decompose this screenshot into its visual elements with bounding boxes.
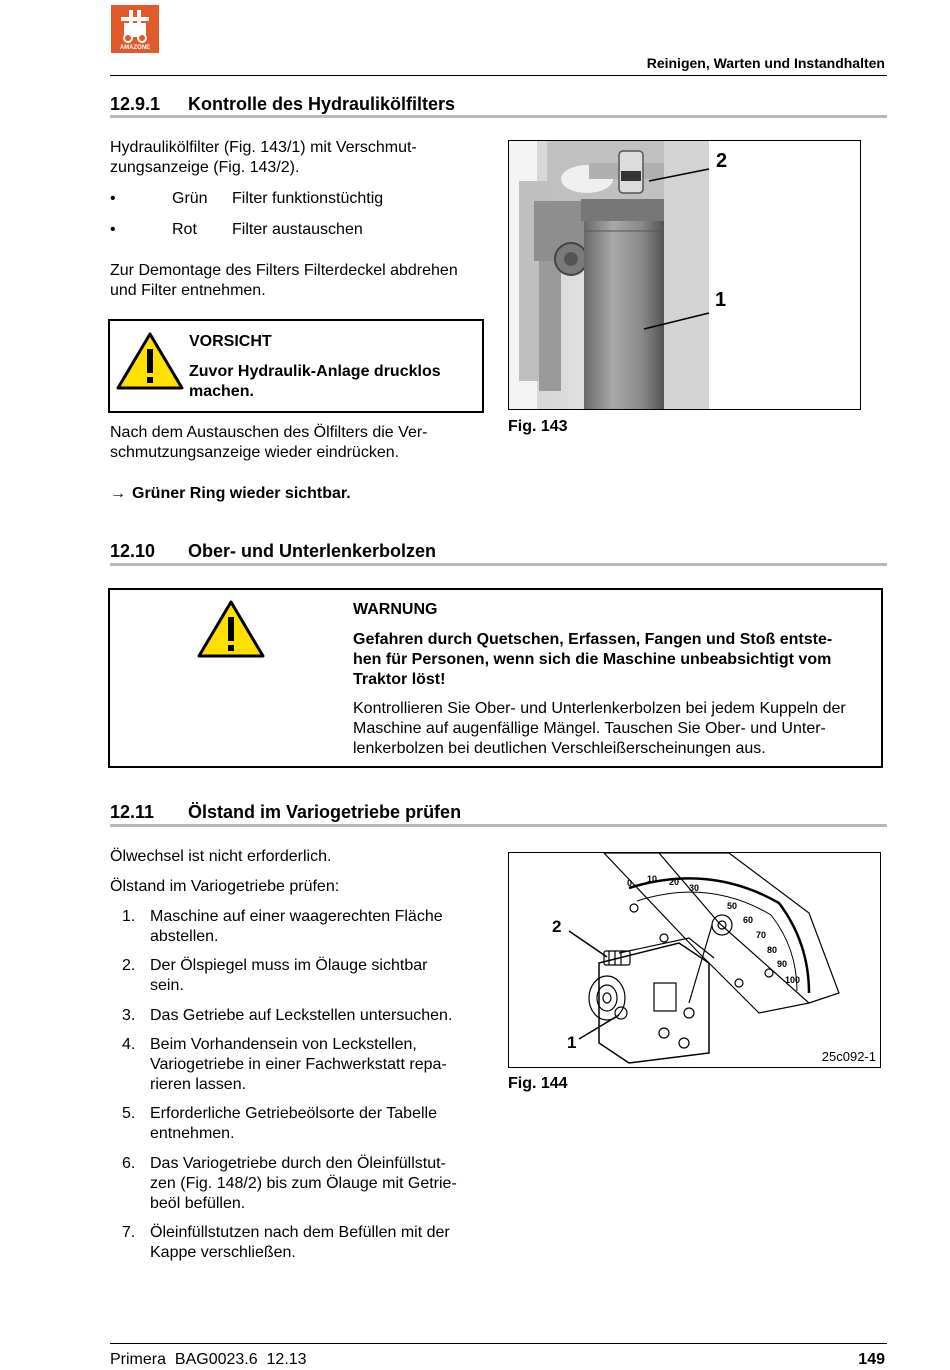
heading-12-9-1 [110, 93, 455, 115]
warning-box [108, 588, 883, 768]
callout-1: 1 [567, 1033, 577, 1052]
caution-line: Zuvor Hydraulik-Anlage drucklos [189, 363, 441, 380]
heading-number: 12.9.1 [110, 94, 161, 114]
figure-143-label: Fig. 143 [508, 418, 568, 435]
scale-label: 20 [669, 877, 680, 887]
step-line: sein. [150, 977, 184, 994]
callout-2: 2 [716, 150, 728, 172]
step-text [150, 1006, 480, 1026]
heading-rule [110, 563, 887, 566]
section-title: Reinigen, Warten und Instandhalten [646, 55, 885, 71]
arrow-right-icon: → [110, 485, 126, 502]
step-line: rieren lassen. [150, 1076, 247, 1093]
bullet-text: Filter austauschen [232, 221, 363, 238]
figure-143 [508, 140, 861, 410]
heading-number: 12.11 [110, 802, 155, 822]
bullet-dot: • [110, 221, 116, 238]
demontage-line: Zur Demontage des Filters Filterdeckel abdrehen [110, 262, 458, 279]
warning-bold-text [353, 630, 878, 690]
after-text [110, 423, 490, 463]
scale-label: 100 [785, 975, 801, 985]
heading-12-10 [110, 540, 436, 562]
step-line: Maschine auf einer waagerechten Fläche [150, 908, 443, 925]
scale-label: 50 [727, 901, 738, 911]
callout-1: 1 [715, 289, 727, 311]
warning-title: WARNUNG [353, 601, 438, 618]
step-line: Variogetriebe in einer Fachwerkstatt repa- [150, 1056, 447, 1073]
warning-bold-line: hen für Personen, wenn sich die Maschine unbeabsichtigt vom [353, 651, 832, 668]
scale-label: 10 [647, 874, 658, 884]
callout-2: 2 [552, 917, 562, 936]
scale-label: 0 [627, 878, 633, 888]
heading-12-11 [110, 801, 461, 823]
bullet-color: Grün [172, 190, 208, 207]
warning-line: lenkerbolzen bei deutlichen Verschleißerscheinungen aus. [353, 740, 766, 757]
scale-label: 90 [777, 959, 788, 969]
warning-line: Maschine auf augenfällige Mängel. Tauschen Sie Ober- und Unter- [353, 720, 826, 737]
warning-bold-line: Traktor löst! [353, 671, 446, 688]
step-line: Erforderliche Getriebeölsorte der Tabelle [150, 1105, 437, 1122]
warning-line: Kontrollieren Sie Ober- und Unterlenkerbolzen bei jedem Kuppeln der [353, 700, 846, 717]
after-line: Nach dem Austauschen des Ölfilters die Ver- [110, 424, 428, 441]
step-number: 7. [122, 1224, 136, 1241]
result-text: Grüner Ring wieder sichtbar. [132, 485, 351, 502]
demontage-text [110, 261, 495, 301]
header-rule [110, 75, 887, 76]
warning-triangle-icon [115, 331, 185, 391]
heading-rule [110, 115, 887, 118]
drawing-code: 25c092-1 [821, 1049, 876, 1064]
figure-144-label: Fig. 144 [508, 1075, 568, 1092]
heading-rule [110, 824, 887, 827]
step-line: Kappe verschließen. [150, 1244, 296, 1261]
step-number: 4. [122, 1036, 136, 1053]
step-text [150, 956, 480, 996]
heading-title: Ölstand im Variogetriebe prüfen [188, 802, 462, 822]
intro-line: zungsanzeige (Fig. 143/2). [110, 159, 300, 176]
figure-144 [508, 852, 881, 1068]
demontage-line: und Filter entnehmen. [110, 282, 266, 299]
step-line: Beim Vorhandensein von Leckstellen, [150, 1036, 417, 1053]
step-text [150, 1154, 480, 1214]
step-text [150, 907, 480, 947]
after-line: schmutzungsanzeige wieder eindrücken. [110, 444, 400, 461]
scale-label: 30 [689, 883, 700, 893]
step-line: Das Getriebe auf Leckstellen untersuchen. [150, 1007, 453, 1024]
step-line: Der Ölspiegel muss im Ölauge sichtbar [150, 957, 428, 974]
step-line: Öleinfüllstutzen nach dem Befüllen mit der [150, 1224, 450, 1241]
step-line: entnehmen. [150, 1125, 235, 1142]
bullet-dot: • [110, 190, 116, 207]
heading-number: 12.10 [110, 541, 156, 561]
step-line: abstellen. [150, 928, 219, 945]
step-number: 2. [122, 957, 136, 974]
caution-line: machen. [189, 383, 254, 400]
footer-rule [110, 1343, 887, 1344]
footer-doc-id: Primera BAG0023.6 12.13 [110, 1351, 307, 1368]
scale-label: 60 [743, 915, 754, 925]
logo-text: AMAZONE [119, 45, 151, 51]
brand-logo [111, 5, 159, 53]
step-number: 6. [122, 1155, 136, 1172]
caution-title: VORSICHT [189, 333, 272, 350]
scale-label: 70 [756, 930, 767, 940]
step-line: zen (Fig. 148/2) bis zum Ölauge mit Getrie- [150, 1175, 457, 1192]
warning-bold-line: Gefahren durch Quetschen, Erfassen, Fangen und Stoß entste- [353, 631, 833, 648]
heading-title: Kontrolle des Hydraulikölfilters [188, 94, 456, 114]
intro-line: Hydraulikölfilter (Fig. 143/1) mit Verschmut- [110, 139, 417, 156]
intro-text [110, 138, 490, 178]
bullet-color: Rot [172, 221, 197, 238]
step-number: 1. [122, 908, 136, 925]
step-line: Das Variogetriebe durch den Öleinfüllstut- [150, 1155, 446, 1172]
heading-title: Ober- und Unterlenkerbolzen [188, 541, 437, 561]
paragraph: Ölwechsel ist nicht erforderlich. [110, 848, 332, 865]
paragraph: Ölstand im Variogetriebe prüfen: [110, 878, 340, 895]
step-text [150, 1223, 480, 1263]
warning-text [353, 699, 881, 759]
caution-box [108, 319, 484, 413]
warning-triangle-icon [196, 599, 266, 659]
caution-text [189, 362, 479, 402]
step-number: 5. [122, 1105, 136, 1122]
step-text [150, 1035, 480, 1095]
page-number: 149 [858, 1351, 885, 1368]
hydraulic-filter-photo [509, 141, 861, 410]
scale-label: 80 [767, 945, 778, 955]
step-number: 3. [122, 1007, 136, 1024]
bullet-text: Filter funktionstüchtig [232, 190, 384, 207]
result-line [110, 484, 490, 504]
step-text [150, 1104, 480, 1144]
step-line: beöl befüllen. [150, 1195, 246, 1212]
